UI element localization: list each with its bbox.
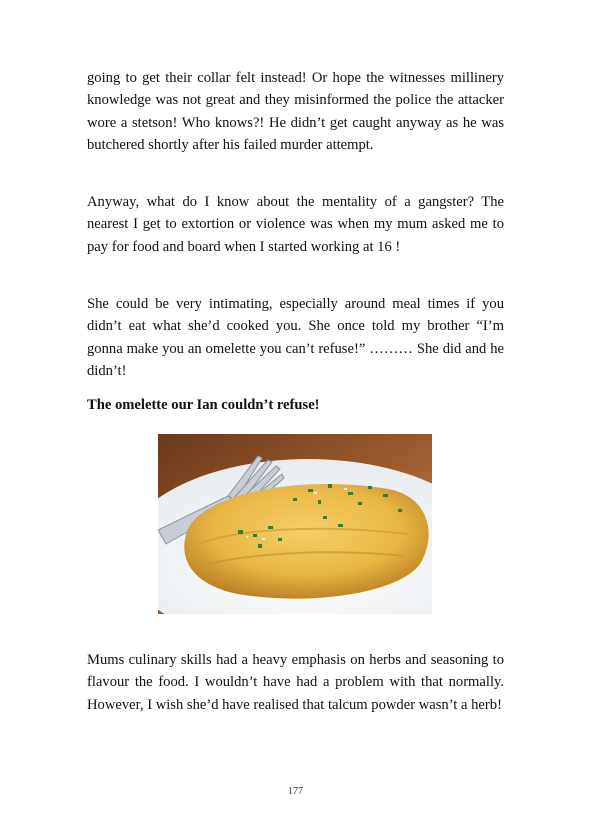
body-paragraph-2: Anyway, what do I know about the mentality of a gangster? The nearest I get to extortion or violence was when my mum asked me to pay for food and board when I started working at 16 ! [87, 194, 504, 255]
section-heading: The omelette our Ian couldn’t refuse! [87, 397, 320, 413]
body-paragraph-4: Mums culinary skills had a heavy emphasis on herbs and seasoning to flavour the food. I wouldn’t have had a problem with that normally. However, I wish she’d have realised that talcum powder wasn’t a herb! [87, 652, 504, 713]
page-number: 177 [288, 786, 303, 797]
body-paragraph-3: She could be very intimating, especially around meal times if you didn’t eat what she’d cooked you. She once told my brother “I’m gonna make you an omelette you can’t refuse!” ……… She did and he didn’t! [87, 296, 504, 380]
omelette-photo [158, 434, 432, 614]
body-paragraph-1: going to get their collar felt instead! Or hope the witnesses millinery knowledge was not great and they misinformed the police the attacker wore a stetson! Who knows?! He didn’t get caught anyway as he was butchered shortly after his failed murder attempt. [87, 70, 504, 154]
